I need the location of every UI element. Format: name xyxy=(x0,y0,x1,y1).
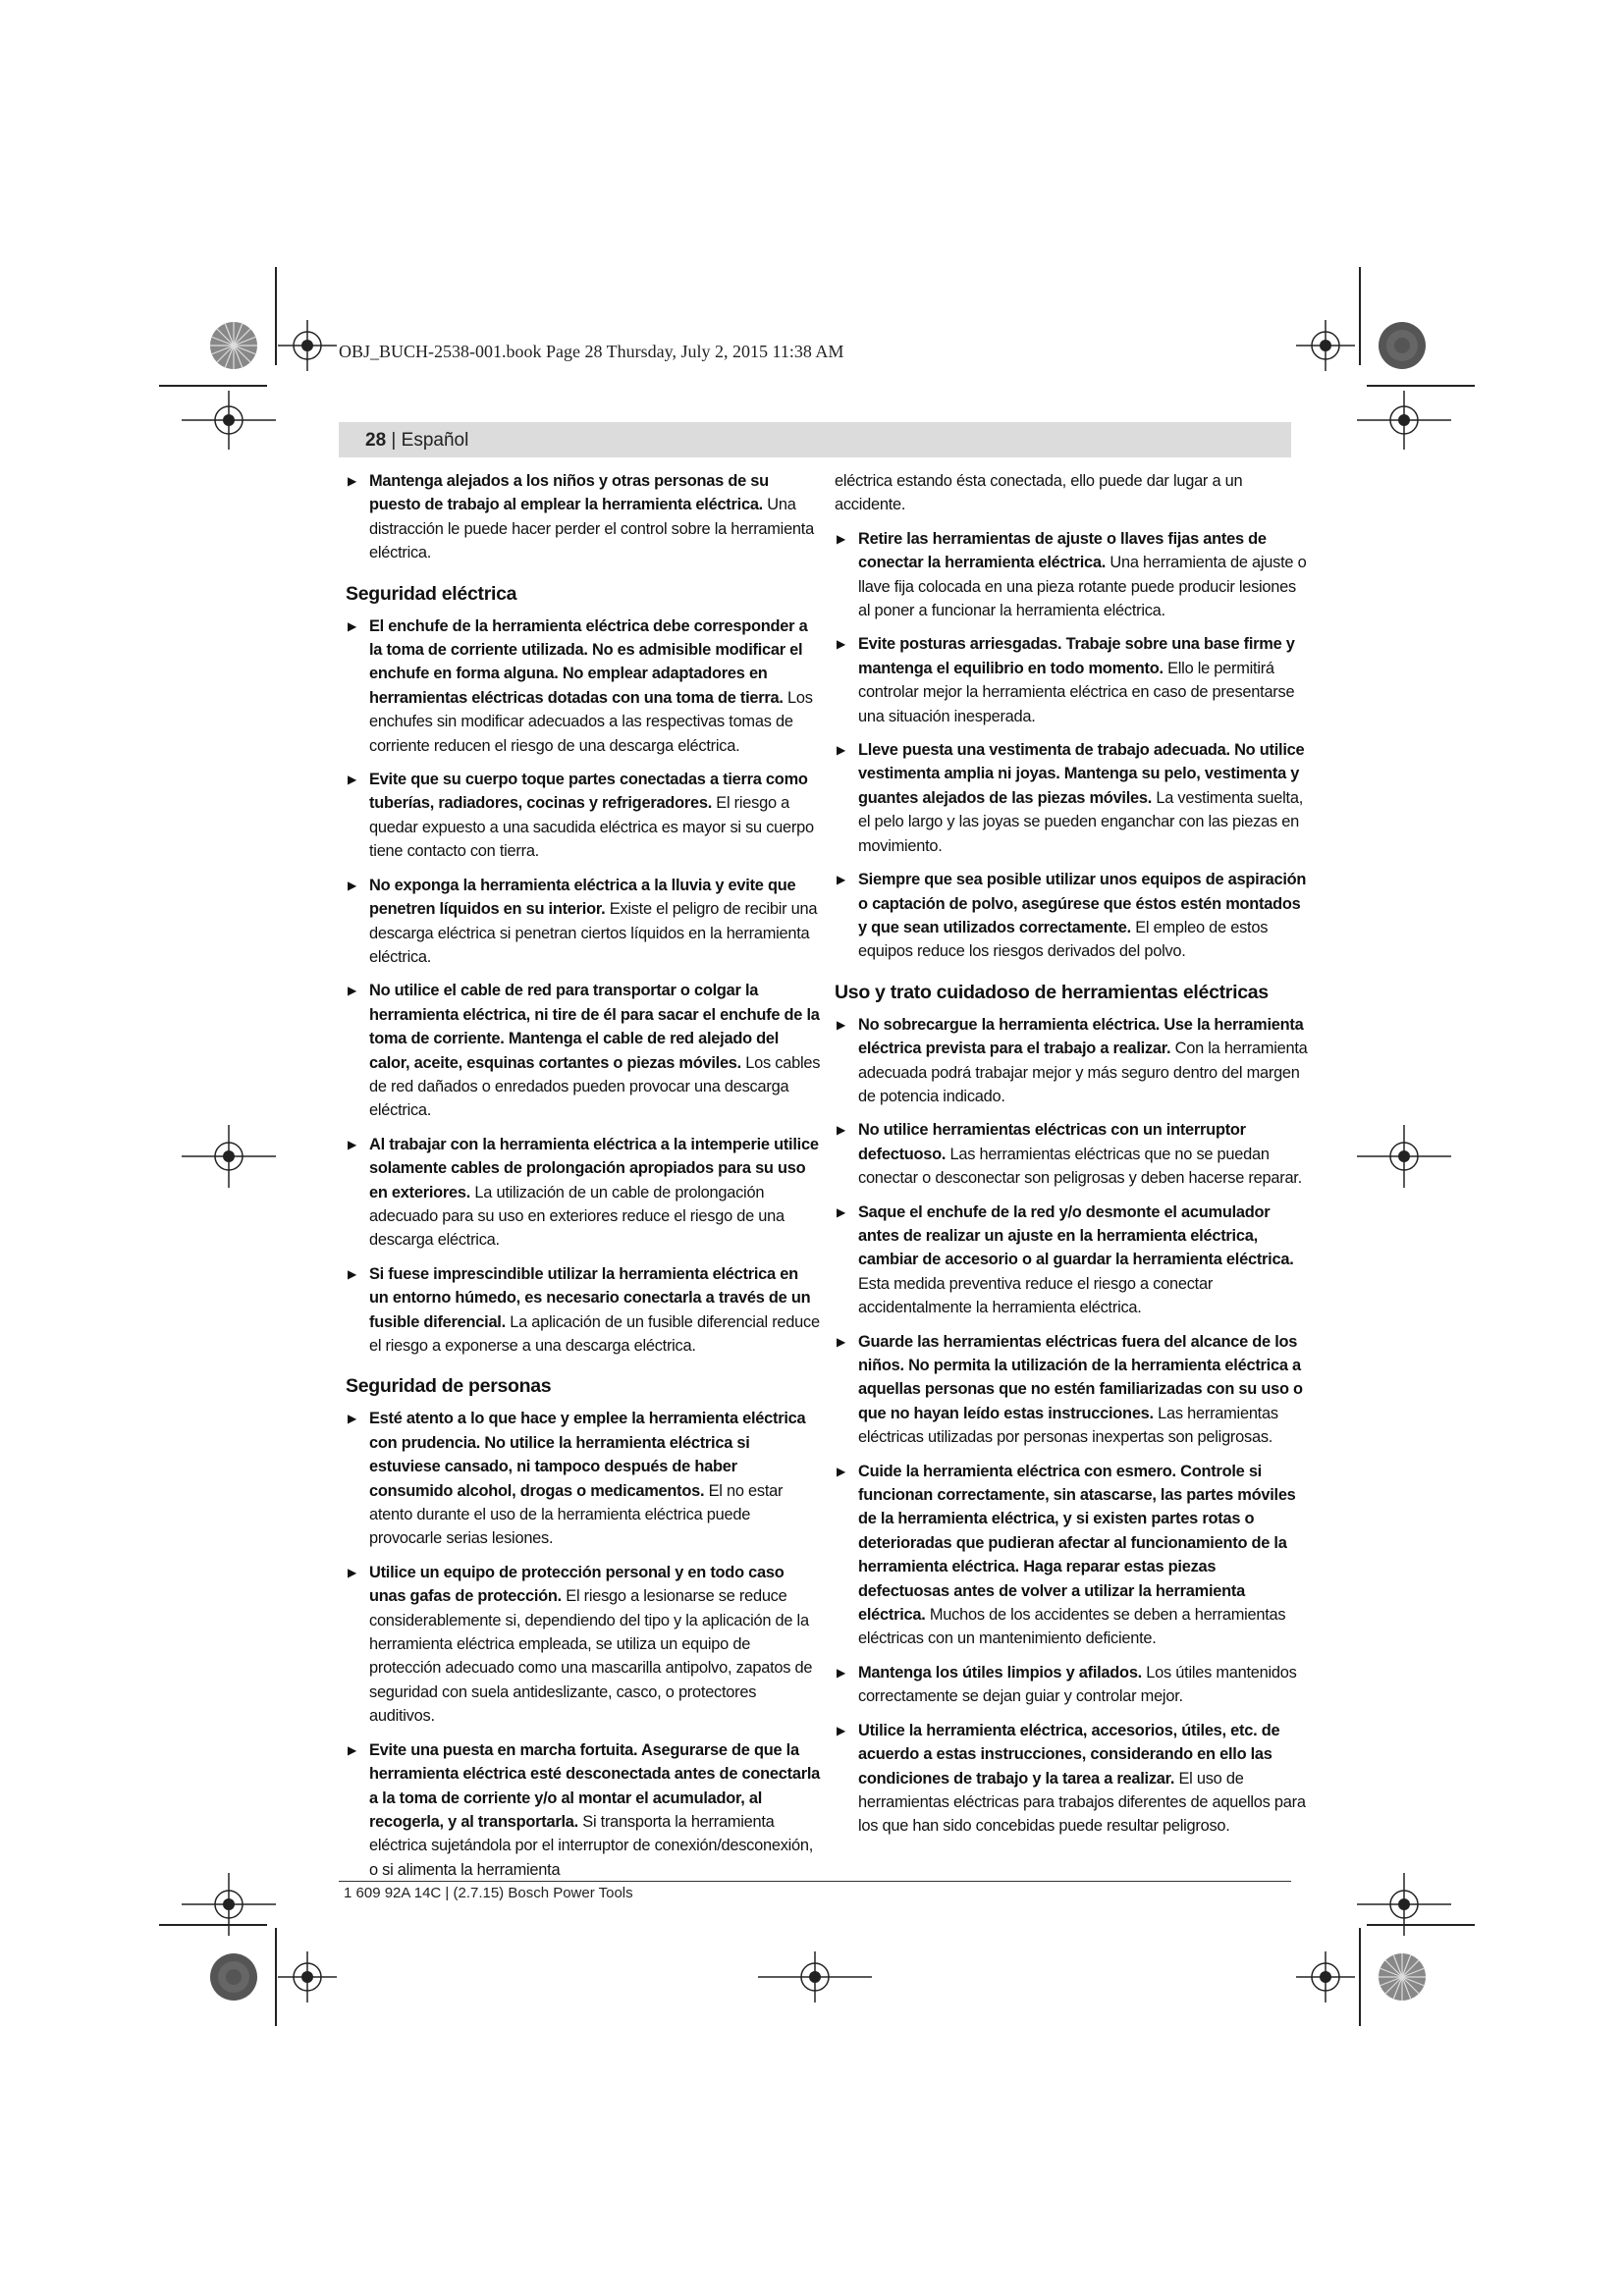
section-heading: Seguridad de personas xyxy=(346,1375,552,1398)
safety-item-bold: Guarde las herramientas eléctricas fuera del alcance de los niños. No permita la utilización de la herramienta eléctrica a aquellas personas que no estén familiarizadas con su uso o que no hayan leído estas instrucciones. xyxy=(858,1332,1303,1422)
bullet-triangle-icon: ▶ xyxy=(348,984,356,998)
safety-item-bold: Evite una puesta en marcha fortuita. Asegurarse de que la herramienta eléctrica esté desconectada antes de conectarla a la toma de corriente y/o al montar el acumulador, al recogerla, y al transportarla. xyxy=(369,1740,820,1831)
bullet-triangle-icon: ▶ xyxy=(837,1334,845,1349)
crop-line xyxy=(159,1924,267,1926)
safety-item xyxy=(835,1719,1310,1839)
crop-line xyxy=(1367,385,1475,387)
safety-item-text: Una herramienta de ajuste o llave fija colocada en una pieza rotante puede producir lesiones al poner a funcionar la herramienta eléctrica. xyxy=(858,554,1307,620)
safety-item xyxy=(835,1330,1310,1450)
bullet-triangle-icon: ▶ xyxy=(348,1137,356,1151)
registration-target-icon xyxy=(208,320,259,371)
safety-item xyxy=(346,874,821,970)
crosshair-mark-icon xyxy=(182,391,276,450)
registration-target-icon xyxy=(208,1951,259,2002)
safety-item xyxy=(346,1407,821,1550)
safety-item xyxy=(835,1118,1310,1190)
safety-item xyxy=(346,1738,821,1882)
safety-item-text: Si transporta la herramienta eléctrica sujetándola por el interruptor de conexión/desconexión, o si alimenta la herramienta xyxy=(369,1812,814,1879)
safety-item-text: El no estar atento durante el uso de la herramienta eléctrica puede provocarle serias lesiones. xyxy=(369,1481,784,1548)
safety-item-text: La aplicación de un fusible diferencial reduce el riesgo a exponerse a una descarga eléctrica. xyxy=(369,1312,820,1355)
crosshair-mark-icon xyxy=(1357,1125,1451,1188)
crosshair-mark-icon xyxy=(278,1951,337,2002)
safety-item-bold: No utilice herramientas eléctricas con un interruptor defectuoso. xyxy=(858,1121,1246,1163)
safety-item xyxy=(835,1201,1310,1320)
safety-item-text: El riesgo a quedar expuesto a una sacudida eléctrica es mayor si su cuerpo tiene contacto con tierra. xyxy=(369,794,814,861)
safety-item-bold: Retire las herramientas de ajuste o llaves fijas antes de conectar la herramienta eléctrica. xyxy=(858,529,1267,572)
bullet-triangle-icon: ▶ xyxy=(837,531,845,546)
registration-target-icon xyxy=(1377,1951,1428,2002)
safety-item-bold: No exponga la herramienta eléctrica a la lluvia y evite que penetren líquidos en su interior. xyxy=(369,876,796,919)
safety-item-bold: Al trabajar con la herramienta eléctrica a la intemperie utilice solamente cables de prolongación apropiados para su uso en exteriores. xyxy=(369,1135,819,1201)
header-separator: | xyxy=(386,430,402,451)
safety-item-text: Ello le permitirá controlar mejor la herramienta eléctrica en caso de presentarse una situación inesperada. xyxy=(858,659,1295,725)
footer-rule xyxy=(339,1881,1291,1882)
safety-item xyxy=(346,768,821,864)
header-bar xyxy=(339,422,1291,457)
crosshair-mark-icon xyxy=(1296,1951,1355,2002)
safety-item-text: Existe el peligro de recibir una descarga eléctrica si penetran ciertos líquidos en la herramienta eléctrica. xyxy=(369,900,818,966)
bullet-triangle-icon: ▶ xyxy=(837,1723,845,1737)
crosshair-mark-icon xyxy=(1296,320,1355,371)
safety-item xyxy=(346,469,821,565)
safety-item-text: Los cables de red dañados o enredados pueden provocar una descarga eléctrica. xyxy=(369,1053,821,1120)
bullet-triangle-icon: ▶ xyxy=(837,1665,845,1680)
safety-item-bold: Utilice la herramienta eléctrica, accesorios, útiles, etc. de acuerdo a estas instrucciones, considerando en ello las condiciones de trabajo y la tarea a realizar. xyxy=(858,1721,1280,1788)
safety-item-bold: Evite posturas arriesgadas. Trabaje sobre una base firme y mantenga el equilibrio en todo momento. xyxy=(858,635,1295,677)
section-heading: Seguridad eléctrica xyxy=(346,582,517,605)
safety-item-text: Con la herramienta adecuada podrá trabajar mejor y más seguro dentro del margen de potencia indicado. xyxy=(858,1040,1308,1105)
header-language: Español xyxy=(401,430,469,451)
safety-item xyxy=(835,527,1310,623)
footer: 1 609 92A 14C | (2.7.15) Bosch Power Tools xyxy=(344,1885,633,1901)
bullet-triangle-icon: ▶ xyxy=(348,1412,356,1426)
safety-item-bold: Mantenga alejados a los niños y otras personas de su puesto de trabajo al emplear la herramienta eléctrica. xyxy=(369,472,769,514)
crosshair-mark-icon xyxy=(758,1951,872,2002)
crosshair-mark-icon xyxy=(1357,1873,1451,1936)
safety-item xyxy=(835,1460,1310,1651)
safety-item-bold: Siempre que sea posible utilizar unos equipos de aspiración o captación de polvo, asegúrese que éstos estén montados y que sean utilizados correctamente. xyxy=(858,871,1307,936)
safety-item-bold: Cuide la herramienta eléctrica con esmero. Controle si funcionan correctamente, sin atascarse, las partes móviles de la herramienta eléctrica, y si existen partes rotas o deterioradas que pudieran afectar al funcionamiento de la herramienta eléctrica. Haga reparar estas piezas defectuosas antes de volver a utilizar la herramienta eléctrica. xyxy=(858,1462,1296,1625)
bullet-triangle-icon: ▶ xyxy=(837,873,845,887)
bullet-triangle-icon: ▶ xyxy=(837,637,845,652)
safety-item-bold: Saque el enchufe de la red y/o desmonte el acumulador antes de realizar un ajuste en la herramienta eléctrica, cambiar de accesorio o al guardar la herramienta eléctrica. xyxy=(858,1202,1294,1269)
safety-item-text: Las herramientas eléctricas utilizadas por personas inexpertas son peligrosas. xyxy=(858,1404,1278,1447)
crop-line xyxy=(1367,1924,1475,1926)
safety-item-text: Las herramientas eléctricas que no se puedan conectar o desconectar son peligrosas y deben hacerse reparar. xyxy=(858,1145,1302,1188)
safety-item-text: Los enchufes sin modificar adecuados a las respectivas tomas de corriente reducen el riesgo de una descarga eléctrica. xyxy=(369,688,813,755)
crosshair-mark-icon xyxy=(278,320,337,371)
safety-item-text: Una distracción le puede hacer perder el control sobre la herramienta eléctrica. xyxy=(369,496,814,562)
safety-item xyxy=(346,614,821,758)
safety-item-bold: Evite que su cuerpo toque partes conectadas a tierra como tuberías, radiadores, cocinas y refrigeradores. xyxy=(369,771,808,813)
bullet-triangle-icon: ▶ xyxy=(837,1123,845,1138)
crosshair-mark-icon xyxy=(182,1125,276,1188)
safety-item-bold: No sobrecargue la herramienta eléctrica. Use la herramienta eléctrica prevista para el trabajo a realizar. xyxy=(858,1015,1304,1058)
crop-line xyxy=(1359,267,1361,365)
crosshair-mark-icon xyxy=(182,1873,276,1936)
safety-item-text: Los útiles mantenidos correctamente se dejan guiar y controlar mejor. xyxy=(858,1663,1297,1706)
safety-item xyxy=(835,632,1310,728)
safety-item-text: La vestimenta suelta, el pelo largo y las joyas se pueden enganchar con las piezas en movimiento. xyxy=(858,788,1304,855)
safety-item xyxy=(835,1661,1310,1709)
bullet-triangle-icon: ▶ xyxy=(348,1565,356,1579)
bullet-triangle-icon: ▶ xyxy=(348,773,356,787)
safety-item xyxy=(835,1013,1310,1109)
safety-item-text: El empleo de estos equipos reduce los riesgos derivados del polvo. xyxy=(858,918,1269,961)
bullet-triangle-icon: ▶ xyxy=(837,1464,845,1478)
safety-item-bold: No utilice el cable de red para transportar o colgar la herramienta eléctrica, ni tire de él para sacar el enchufe de la toma de corriente. Mantenga el cable de red alejado del calor, aceite, esquinas cortantes o piezas móviles. xyxy=(369,982,820,1072)
safety-item-bold: El enchufe de la herramienta eléctrica debe corresponder a la toma de corriente utilizada. No es admisible modificar el enchufe en forma alguna. No emplear adaptadores en herramientas eléctricas dotadas con una toma de tierra. xyxy=(369,616,808,707)
safety-item-text: Esta medida preventiva reduce el riesgo a conectar accidentalmente la herramienta eléctrica. xyxy=(858,1274,1214,1317)
crop-line xyxy=(275,1928,277,2026)
crop-line xyxy=(159,385,267,387)
safety-item-bold: Mantenga los útiles limpios y afilados. xyxy=(858,1663,1142,1682)
bullet-triangle-icon: ▶ xyxy=(348,878,356,892)
left-column xyxy=(346,469,821,1892)
safety-item-text: Muchos de los accidentes se deben a herramientas eléctricas con un mantenimiento deficiente. xyxy=(858,1606,1286,1648)
crop-line xyxy=(275,267,277,365)
safety-item-bold: Si fuese imprescindible utilizar la herramienta eléctrica en un entorno húmedo, es necesario conectarla a través de un fusible diferencial. xyxy=(369,1264,811,1331)
bullet-triangle-icon: ▶ xyxy=(348,474,356,488)
safety-item-bold: Esté atento a lo que hace y emplee la herramienta eléctrica con prudencia. No utilice la herramienta eléctrica si estuviese cansado, ni tampoco después de haber consumido alcohol, drogas o medicamentos. xyxy=(369,1410,806,1500)
safety-item xyxy=(835,868,1310,964)
bullet-triangle-icon: ▶ xyxy=(837,743,845,758)
page-number: 28 xyxy=(365,430,387,451)
bullet-triangle-icon: ▶ xyxy=(837,1017,845,1032)
safety-item-text: La utilización de un cable de prolongación adecuado para su uso en exteriores reduce el riesgo de una descarga eléctrica. xyxy=(369,1183,785,1250)
crop-line xyxy=(1359,1928,1361,2026)
bullet-triangle-icon: ▶ xyxy=(348,1266,356,1281)
bullet-triangle-icon: ▶ xyxy=(348,618,356,633)
continuation-text: eléctrica estando ésta conectada, ello puede dar lugar a un accidente. xyxy=(835,472,1243,514)
bullet-triangle-icon: ▶ xyxy=(837,1204,845,1219)
safety-item-text: El uso de herramientas eléctricas para trabajos diferentes de aquellos para los que han sido concebidas puede resultar peligroso. xyxy=(858,1769,1306,1836)
safety-item xyxy=(346,1262,821,1359)
safety-item xyxy=(346,1133,821,1253)
crosshair-mark-icon xyxy=(1357,391,1451,450)
safety-item xyxy=(346,979,821,1122)
safety-item-bold: Utilice un equipo de protección personal y en todo caso unas gafas de protección. xyxy=(369,1563,785,1606)
safety-item xyxy=(346,1561,821,1729)
safety-item-bold: Lleve puesta una vestimenta de trabajo adecuada. No utilice vestimenta amplia ni joyas. Mantenga su pelo, vestimenta y guantes alejados de las piezas móviles. xyxy=(858,741,1305,807)
section-heading: Uso y trato cuidadoso de herramientas eléctricas xyxy=(835,981,1269,1003)
page-header xyxy=(365,430,468,452)
safety-item xyxy=(835,738,1310,858)
safety-item-text: El riesgo a lesionarse se reduce considerablemente si, dependiendo del tipo y la aplicación de la herramienta eléctrica empleada, se utiliza un equipo de protección adecuado como una mascarilla antipolvo, zapatos de seguridad con suela antideslizante, casco, o protectores auditivos. xyxy=(369,1587,813,1726)
right-column xyxy=(835,469,1310,1848)
registration-target-icon xyxy=(1377,320,1428,371)
bullet-triangle-icon: ▶ xyxy=(348,1742,356,1757)
print-info: OBJ_BUCH-2538-001.book Page 28 Thursday, July 2, 2015 11:38 AM xyxy=(339,342,844,361)
